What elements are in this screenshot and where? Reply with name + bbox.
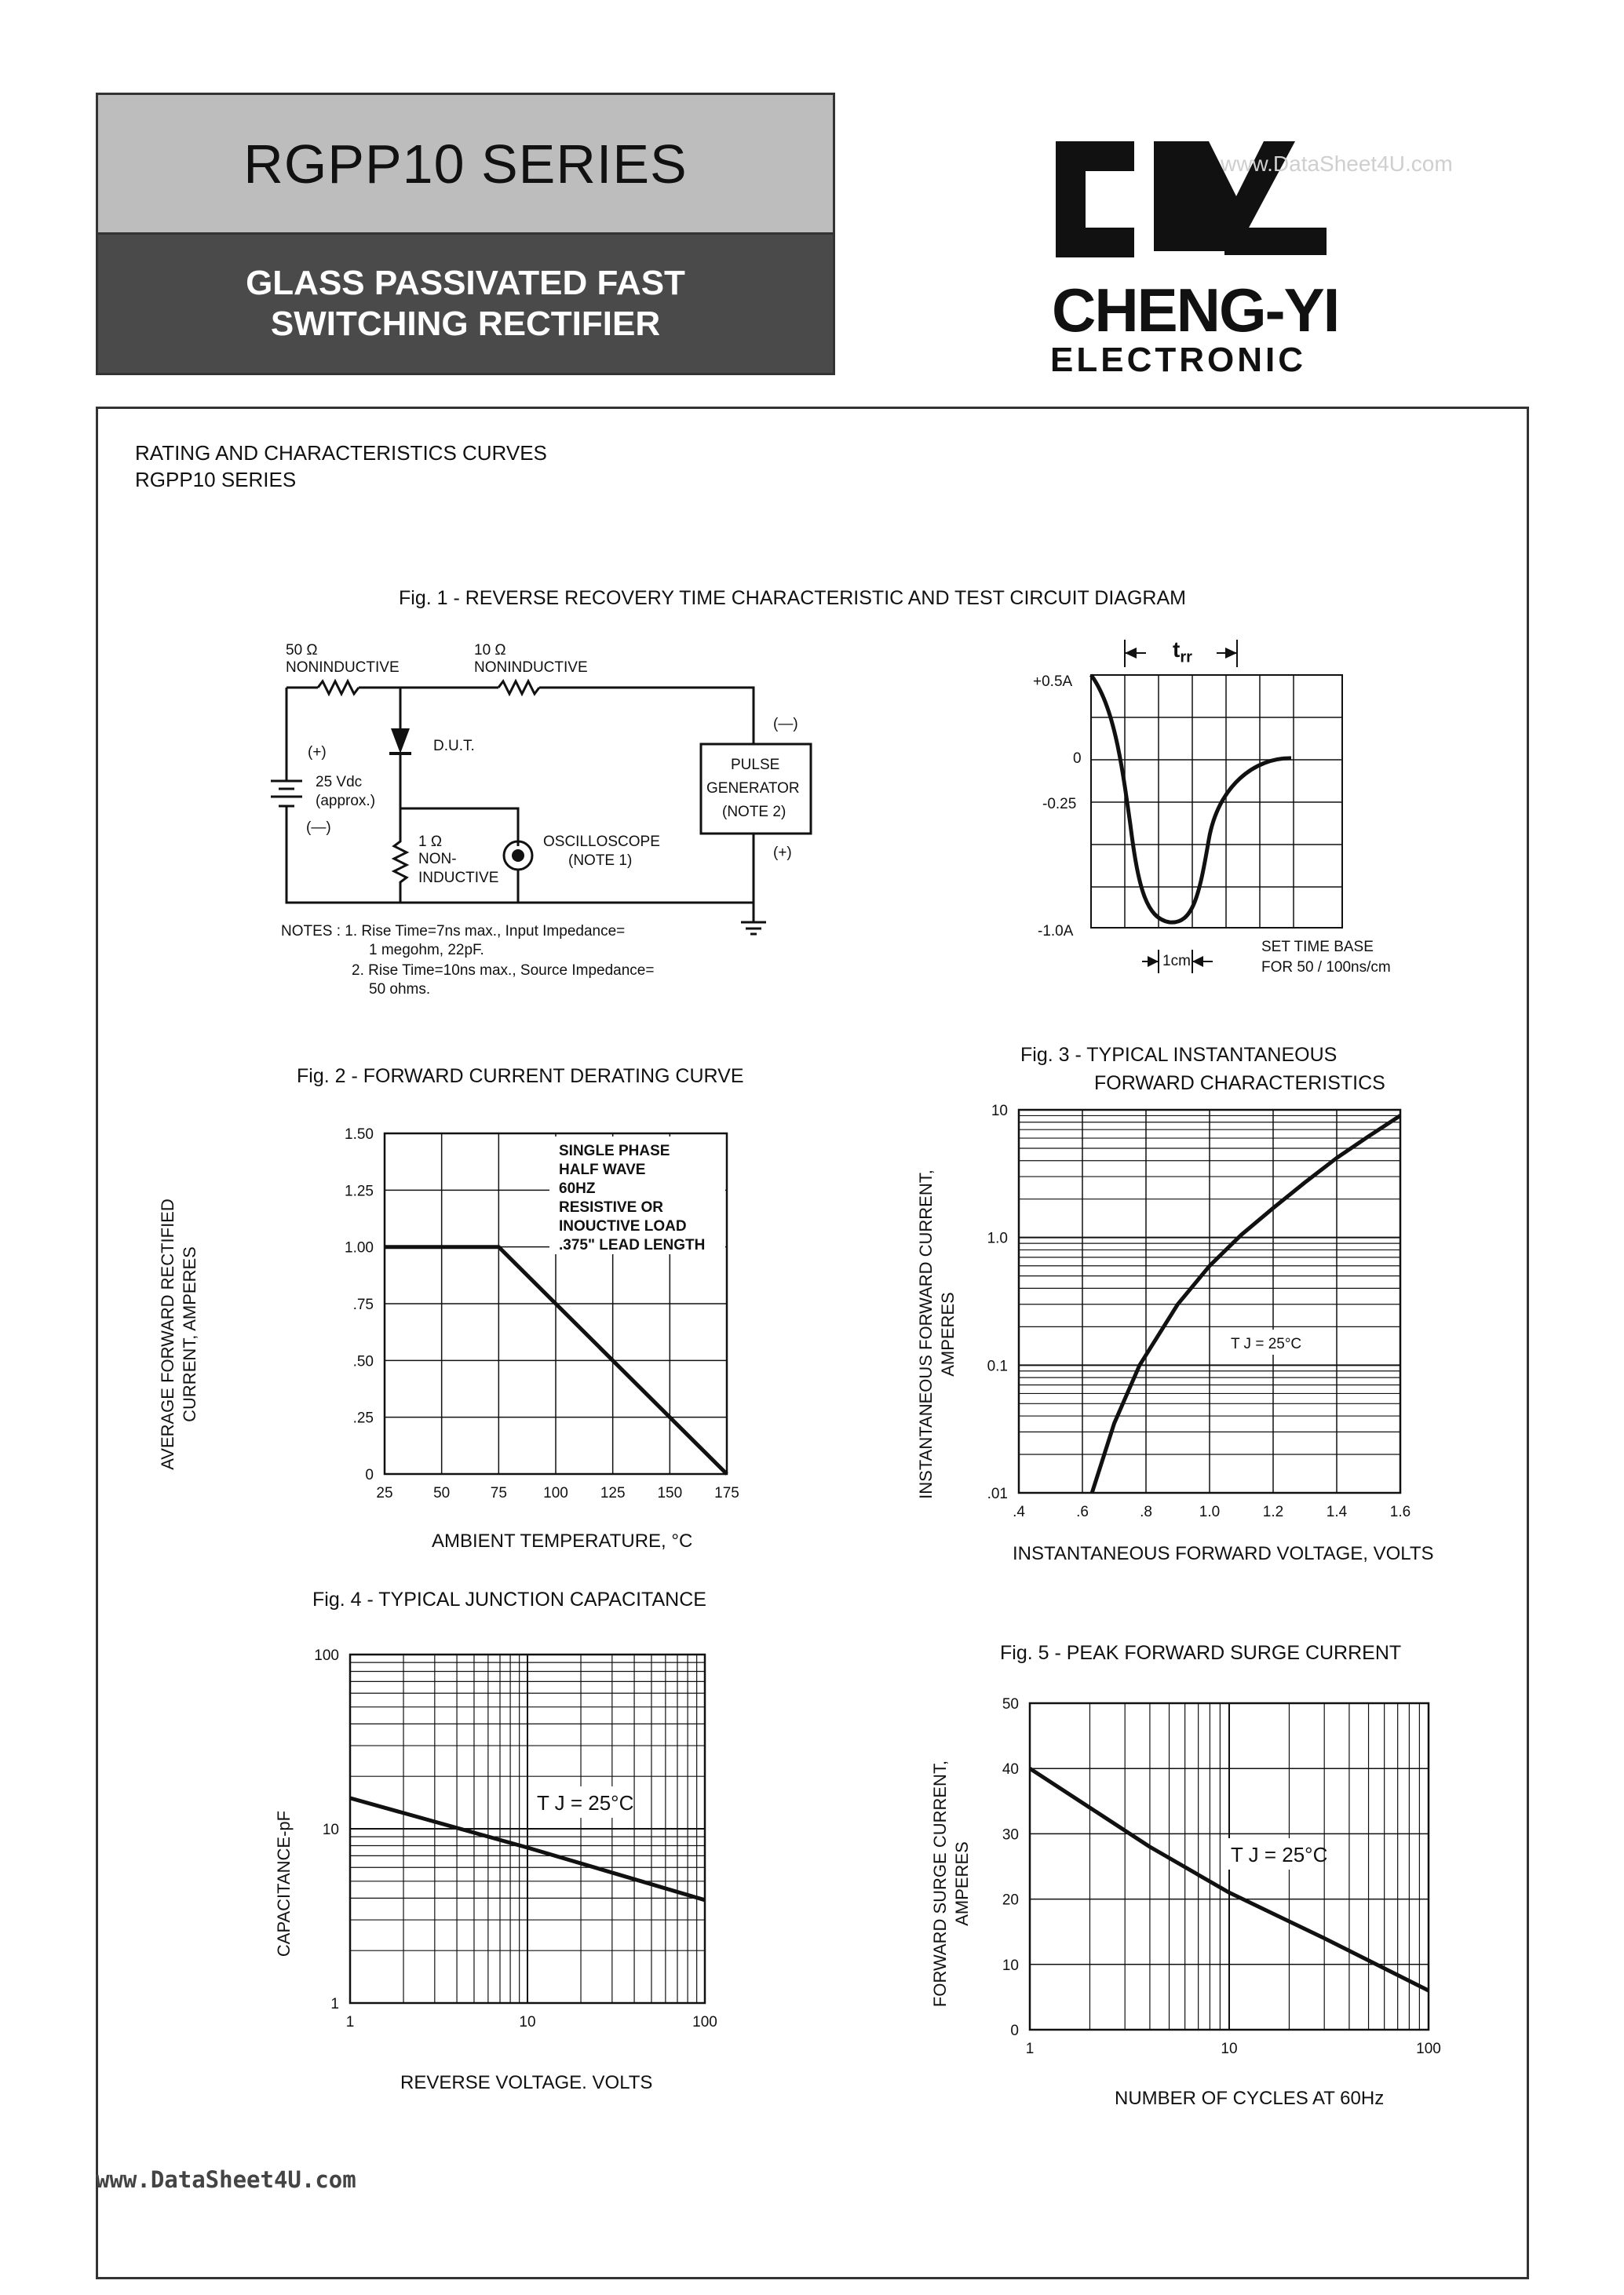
fig4-ylabel: CAPACITANCE-pF [274,1810,294,1957]
fig2-annotation-line: 60HZ [559,1180,596,1197]
r3-value: 1 Ω [418,834,443,850]
fig3-ylabel-line-1: INSTANTANEOUS FORWARD CURRENT, [916,1169,936,1499]
fig4-title: Fig. 4 - TYPICAL JUNCTION CAPACITANCE [312,1589,706,1611]
y-tick-label: 0 [1010,2023,1019,2039]
timebase-line-2: FOR 50 / 100ns/cm [1261,959,1391,976]
fig4-xlabel: REVERSE VOLTAGE. VOLTS [400,2072,653,2093]
fig2-annotation-line: SINGLE PHASE [559,1143,670,1159]
cm-label: 1cm [1162,953,1191,969]
fig1-ytick: +0.5A [1033,673,1073,690]
y-tick-label: 1.50 [345,1126,374,1143]
r2-value: 10 Ω [474,642,506,659]
notes-line-1: NOTES : 1. Rise Time=7ns max., Input Impedance= [281,923,626,940]
x-tick-label: 25 [376,1485,393,1501]
x-tick-label: .4 [1013,1504,1025,1520]
company-subname: ELECTRONIC [1050,341,1306,379]
r1-value: 50 Ω [286,642,318,659]
subtitle-line-2: SWITCHING RECTIFIER [270,305,661,343]
subtitle-line-1: GLASS PASSIVATED FAST [246,264,685,302]
trr-label: $t_{rr}$ [1173,637,1192,666]
x-tick-label: 50 [433,1485,451,1501]
fig5-title: Fig. 5 - PEAK FORWARD SURGE CURRENT [1000,1642,1402,1664]
x-tick-label: 150 [657,1485,683,1501]
notes-line-2: 1 megohm, 22pF. [369,942,484,958]
y-tick-label: 20 [1002,1892,1019,1909]
y-tick-label: 50 [1002,1696,1019,1713]
x-tick-label: 1 [1025,2041,1035,2057]
pulse-label-1: PULSE [731,757,780,773]
fig2-title: Fig. 2 - FORWARD CURRENT DERATING CURVE [297,1065,744,1087]
y-tick-label: .25 [352,1410,374,1427]
y-tick-label: 10 [991,1103,1008,1119]
notes-line-3: 2. Rise Time=10ns max., Source Impedance= [352,962,655,979]
fig3-annotation: T J = 25°C [1231,1336,1302,1352]
y-tick-label: 40 [1002,1761,1019,1779]
y-tick-label: 1 [330,1996,339,2012]
y-tick-label: 1.00 [345,1239,374,1257]
fig5-ylabel-line-1: FORWARD SURGE CURRENT, [930,1760,950,2008]
minus-right: (—) [773,716,798,732]
scope-note: (NOTE 1) [568,852,633,869]
pulse-label-2: GENERATOR [706,780,800,797]
fig2-annotation-line: .375" LEAD LENGTH [559,1237,706,1253]
supply-note: (approx.) [316,793,376,809]
x-tick-label: 125 [600,1485,626,1501]
x-tick-label: 175 [714,1485,739,1501]
x-tick-label: .8 [1140,1504,1152,1520]
scope-label: OSCILLOSCOPE [543,834,660,850]
fig3-title-line-1: Fig. 3 - TYPICAL INSTANTANEOUS [1020,1044,1338,1066]
x-tick-label: 1.4 [1326,1504,1348,1520]
y-tick-label: 0 [365,1467,374,1483]
y-tick-label: 10 [1002,1957,1019,1974]
x-tick-label: 10 [519,2014,536,2030]
fig2-annotation-line: INOUCTIVE LOAD [559,1218,687,1235]
y-tick-label: 1.0 [987,1230,1008,1247]
y-tick-label: 100 [314,1647,339,1664]
fig2-xlabel: AMBIENT TEMPERATURE, °C [432,1531,693,1552]
fig2-annotation-line: RESISTIVE OR [559,1199,664,1216]
x-tick-label: 100 [1416,2041,1441,2057]
dut-label: D.U.T. [433,738,475,754]
fig1-ytick: 0 [1073,750,1082,767]
fig3-ylabel-line-2: AMPERES [938,1292,958,1377]
timebase-line-1: SET TIME BASE [1261,939,1374,955]
fig5-annotation: T J = 25°C [1231,1843,1328,1866]
fig5-ylabel [929,1760,973,2007]
x-tick-label: 100 [692,2014,717,2030]
company-name: CHENG-YI [1052,275,1339,345]
y-tick-label: .50 [352,1353,374,1370]
plus-right: (+) [773,845,792,861]
series-title: RGPP10 SERIES [98,95,833,235]
fig2-annotation-line: HALF WAVE [559,1162,646,1178]
minus-left: (—) [306,819,331,836]
r2-label: NONINDUCTIVE [474,659,588,676]
fig5-xlabel: NUMBER OF CYCLES AT 60Hz [1115,2088,1385,2109]
watermark-bottom: www.DataSheet4U.com [96,2166,356,2193]
fig2-ylabel: AVERAGE FORWARD RECTIFIED CURRENT, AMPERES [158,1199,199,1470]
x-tick-label: 1.6 [1389,1504,1411,1520]
fig1-title: Fig. 1 - REVERSE RECOVERY TIME CHARACTERISTIC AND TEST CIRCUIT DIAGRAM [399,587,1186,609]
section-subheading: RGPP10 SERIES [135,468,297,491]
x-tick-label: 100 [543,1485,568,1501]
fig5-ylabel-line-2: AMPERES [952,1841,972,1926]
y-tick-label: 1.25 [345,1183,374,1200]
y-tick-label: .75 [352,1297,374,1313]
fig4-annotation: T J = 25°C [537,1791,634,1815]
x-tick-label: 1.0 [1199,1504,1221,1520]
x-tick-label: 1 [345,2014,355,2030]
plus-left: (+) [308,744,327,761]
y-tick-label: 10 [322,1822,339,1838]
y-tick-label: .01 [987,1486,1008,1502]
x-tick-label: 1.2 [1262,1504,1284,1520]
fig1-ytick: -1.0A [1038,923,1074,940]
y-tick-label: 0.1 [987,1358,1008,1375]
fig3-title-line-2: FORWARD CHARACTERISTICS [1094,1072,1385,1094]
section-heading: RATING AND CHARACTERISTICS CURVES [135,441,547,465]
notes-line-4: 50 ohms. [369,981,431,998]
supply-label: 25 Vdc [316,774,363,790]
pulse-label-3: (NOTE 2) [722,804,786,820]
y-tick-label: 30 [1002,1826,1019,1844]
x-tick-label: .6 [1076,1504,1089,1520]
x-tick-label: 75 [490,1485,507,1501]
watermark-top: www.DataSheet4U.com [1221,151,1453,176]
r3-label-1: NON- [418,851,457,867]
fig1-ytick: -0.25 [1042,796,1077,812]
r1-label: NONINDUCTIVE [286,659,400,676]
fig3-xlabel: INSTANTANEOUS FORWARD VOLTAGE, VOLTS [1013,1543,1434,1564]
x-tick-label: 10 [1221,2041,1238,2057]
r3-label-2: INDUCTIVE [418,870,499,886]
